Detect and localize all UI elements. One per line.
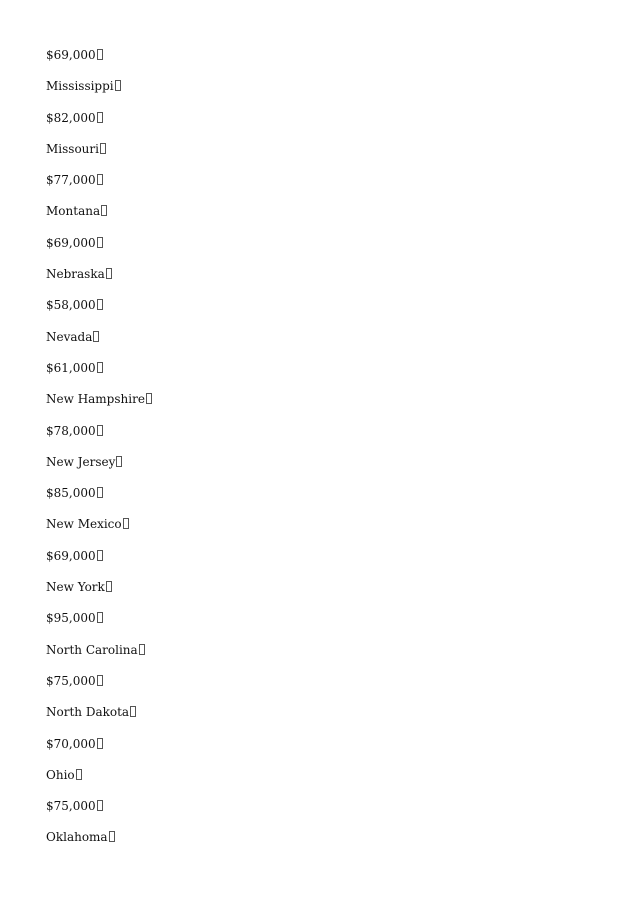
missing-glyph-icon: [130, 706, 136, 717]
line-text: North Carolina: [46, 642, 138, 657]
text-line: [46, 454, 638, 485]
line-text: $82,000: [46, 110, 96, 125]
text-line: [46, 610, 638, 641]
text-line: [46, 767, 638, 798]
line-text: $58,000: [46, 298, 96, 313]
line-text: Mississippi: [46, 79, 114, 94]
text-line: [46, 485, 638, 516]
missing-glyph-icon: [116, 456, 122, 467]
line-text: $69,000: [46, 548, 96, 563]
text-line: [46, 798, 638, 829]
missing-glyph-icon: [100, 143, 106, 154]
missing-glyph-icon: [97, 487, 103, 498]
missing-glyph-icon: [97, 49, 103, 60]
missing-glyph-icon: [115, 80, 121, 91]
line-text: $78,000: [46, 423, 96, 438]
line-text: New York: [46, 580, 105, 595]
document-page: [46, 47, 638, 861]
missing-glyph-icon: [97, 800, 103, 811]
line-text: New Jersey: [46, 454, 116, 469]
line-text: Nebraska: [46, 267, 105, 282]
text-line: [46, 736, 638, 767]
line-text: $69,000: [46, 48, 96, 62]
missing-glyph-icon: [97, 612, 103, 623]
line-text: $75,000: [46, 799, 96, 814]
text-line: [46, 516, 638, 547]
text-line: [46, 329, 638, 360]
missing-glyph-icon: [146, 393, 152, 404]
line-text: New Mexico: [46, 517, 122, 532]
line-text: $77,000: [46, 173, 96, 188]
line-text: $85,000: [46, 486, 96, 501]
line-text: $95,000: [46, 611, 96, 626]
text-line: [46, 673, 638, 704]
text-line: [46, 110, 638, 141]
missing-glyph-icon: [97, 675, 103, 686]
line-text: Montana: [46, 204, 101, 219]
text-line: [46, 47, 638, 78]
text-line: [46, 391, 638, 422]
missing-glyph-icon: [106, 268, 112, 279]
line-text: New Hampshire: [46, 392, 145, 407]
missing-glyph-icon: [97, 738, 103, 749]
missing-glyph-icon: [123, 518, 129, 529]
text-line: [46, 141, 638, 172]
line-text: $61,000: [46, 360, 96, 375]
missing-glyph-icon: [97, 299, 103, 310]
missing-glyph-icon: [97, 425, 103, 436]
line-text: $70,000: [46, 736, 96, 751]
missing-glyph-icon: [109, 831, 115, 842]
text-line: [46, 360, 638, 391]
text-line: [46, 203, 638, 234]
text-line: [46, 235, 638, 266]
line-text: $69,000: [46, 235, 96, 250]
line-text: Nevada: [46, 329, 93, 344]
missing-glyph-icon: [106, 581, 112, 592]
line-text: Missouri: [46, 141, 99, 156]
text-line: [46, 266, 638, 297]
missing-glyph-icon: [97, 112, 103, 123]
missing-glyph-icon: [101, 205, 107, 216]
missing-glyph-icon: [93, 331, 99, 342]
text-line: [46, 579, 638, 610]
text-line: [46, 78, 638, 109]
missing-glyph-icon: [76, 769, 82, 780]
missing-glyph-icon: [139, 644, 145, 655]
text-line: [46, 172, 638, 203]
missing-glyph-icon: [97, 237, 103, 248]
line-text: Ohio: [46, 767, 75, 782]
line-text: Oklahoma: [46, 830, 108, 845]
missing-glyph-icon: [97, 174, 103, 185]
text-line: [46, 704, 638, 735]
text-line: [46, 829, 638, 860]
missing-glyph-icon: [97, 362, 103, 373]
text-line: [46, 642, 638, 673]
line-text: $75,000: [46, 673, 96, 688]
missing-glyph-icon: [97, 550, 103, 561]
text-line: [46, 548, 638, 579]
text-line: [46, 423, 638, 454]
line-text: North Dakota: [46, 705, 130, 720]
text-line: [46, 297, 638, 328]
